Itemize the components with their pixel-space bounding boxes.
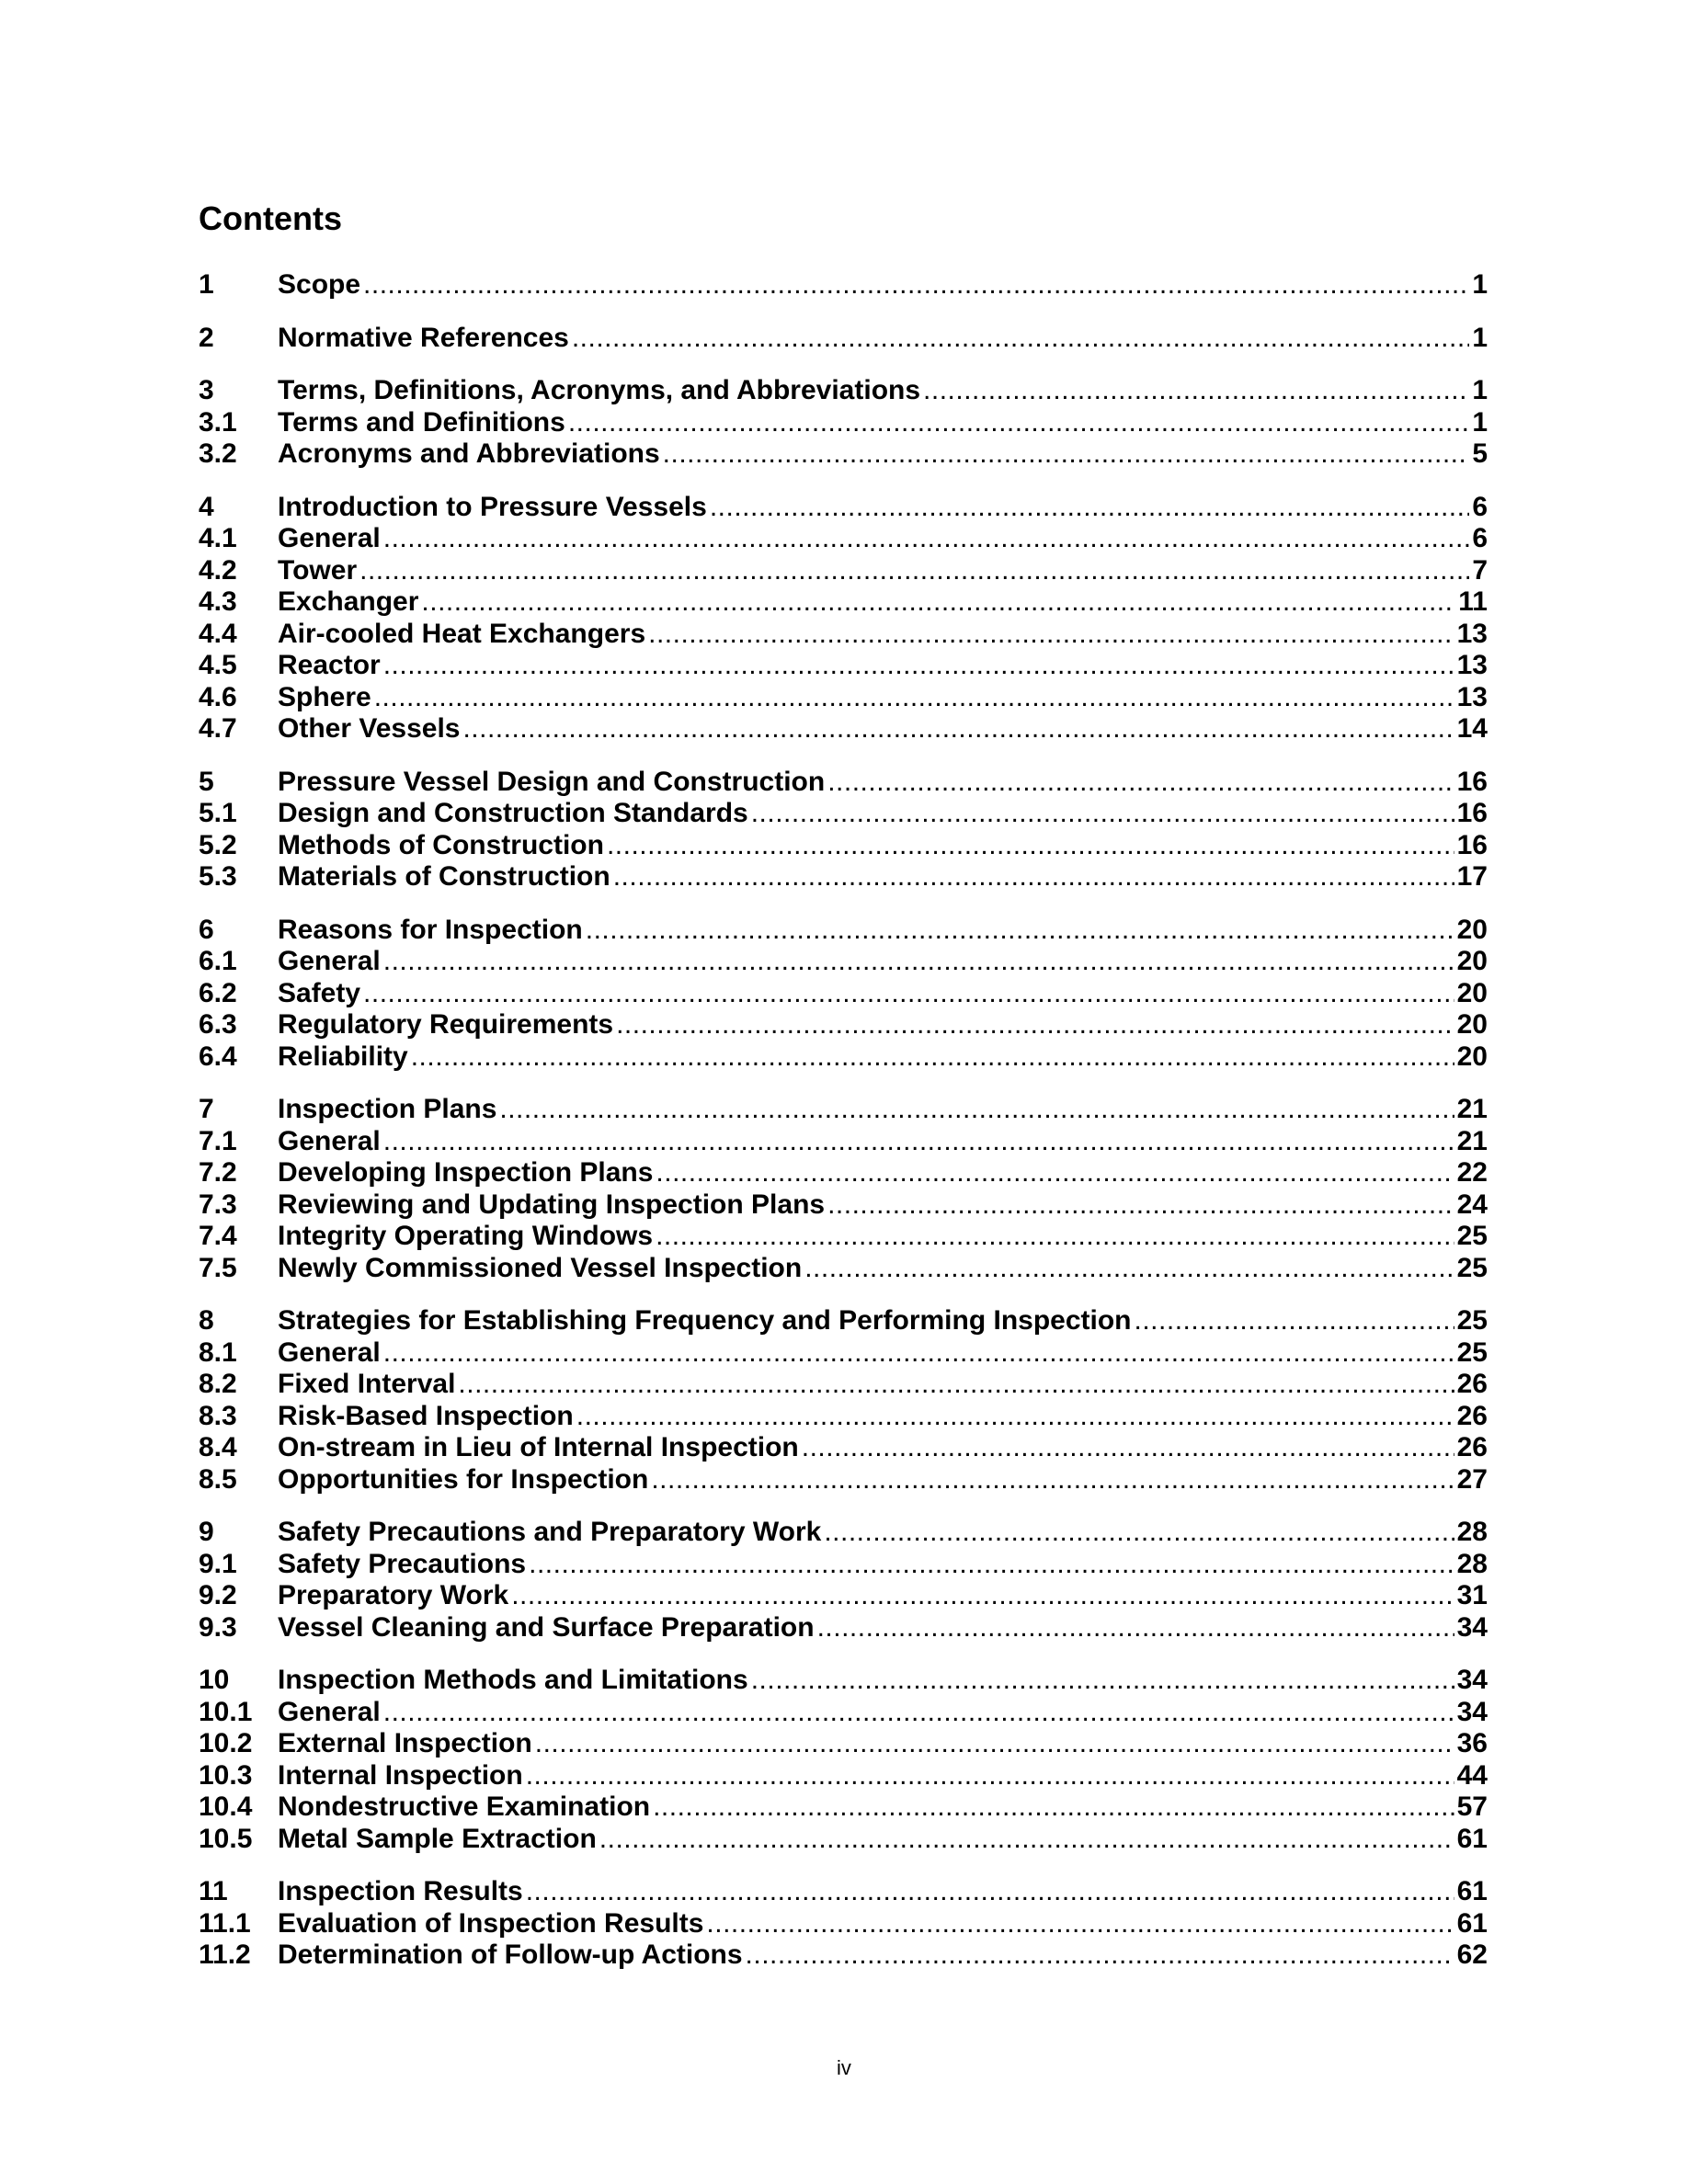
toc-entry-page: 25 xyxy=(1456,1221,1488,1251)
toc-entry-page: 17 xyxy=(1456,861,1488,892)
toc-dot-leader xyxy=(651,1464,1454,1496)
toc-entry-number: 10.4 xyxy=(199,1792,253,1822)
toc-dot-leader xyxy=(526,1760,1454,1792)
toc-entry[interactable] xyxy=(199,1041,1488,1073)
toc-entry[interactable] xyxy=(199,978,1488,1009)
toc-entry-page: 11 xyxy=(1458,586,1488,617)
toc-dot-leader xyxy=(599,1824,1454,1855)
toc-entry-number: 7.4 xyxy=(199,1221,237,1251)
toc-entry-number: 5 xyxy=(199,767,214,797)
toc-entry[interactable] xyxy=(199,1876,1488,1907)
toc-entry-label: Inspection Plans xyxy=(278,1094,497,1124)
toc-dot-leader xyxy=(663,438,1470,470)
toc-entry-label: Safety xyxy=(278,978,361,1008)
toc-dot-leader xyxy=(824,1517,1454,1548)
toc-entry-number: 7.1 xyxy=(199,1126,237,1156)
toc-entry-number: 9.1 xyxy=(199,1549,237,1579)
toc-dot-leader xyxy=(653,1792,1454,1823)
toc-entry-number: 8.2 xyxy=(199,1369,237,1399)
toc-entry-number: 10.3 xyxy=(199,1760,253,1791)
toc-entry[interactable] xyxy=(199,1908,1488,1939)
toc-dot-leader xyxy=(710,492,1469,523)
toc-entry[interactable] xyxy=(199,492,1488,523)
toc-entry-number: 6.3 xyxy=(199,1009,237,1040)
toc-entry-page: 25 xyxy=(1456,1337,1488,1368)
toc-dot-leader xyxy=(751,1665,1454,1696)
toc-entry-page: 34 xyxy=(1456,1697,1488,1727)
toc-entry[interactable] xyxy=(199,1253,1488,1284)
toc-entry-number: 11 xyxy=(199,1876,228,1906)
toc-entry-label: Fixed Interval xyxy=(278,1369,456,1399)
toc-entry-page: 20 xyxy=(1456,978,1488,1008)
toc-entry-page: 5 xyxy=(1472,438,1488,469)
toc-entry-page: 27 xyxy=(1456,1464,1488,1495)
toc-entry-label: General xyxy=(278,946,381,976)
toc-dot-leader xyxy=(656,1221,1454,1252)
toc-entry[interactable] xyxy=(199,438,1488,470)
toc-dot-leader xyxy=(746,1939,1454,1971)
toc-entry-label: Normative References xyxy=(278,323,569,353)
toc-dot-leader xyxy=(751,798,1454,829)
toc-dot-leader xyxy=(535,1728,1454,1759)
toc-entry-number: 10.2 xyxy=(199,1728,253,1758)
toc-entry[interactable] xyxy=(199,375,1488,406)
toc-entry[interactable] xyxy=(199,1517,1488,1548)
toc-entry-page: 34 xyxy=(1456,1612,1488,1643)
toc-entry-number: 8 xyxy=(199,1305,214,1336)
table-of-contents xyxy=(199,0,1488,2184)
toc-entry-page: 13 xyxy=(1456,682,1488,712)
toc-entry-label: General xyxy=(278,1697,381,1727)
toc-entry-label: Metal Sample Extraction xyxy=(278,1824,597,1854)
toc-dot-leader xyxy=(706,1908,1454,1939)
toc-entry-page: 25 xyxy=(1456,1305,1488,1336)
toc-entry[interactable] xyxy=(199,1009,1488,1041)
toc-entry-label: Terms and Definitions xyxy=(278,407,565,438)
toc-dot-leader xyxy=(511,1580,1454,1611)
toc-entry-page: 20 xyxy=(1456,1041,1488,1072)
toc-entry[interactable] xyxy=(199,323,1488,354)
toc-entry[interactable] xyxy=(199,830,1488,861)
toc-entry-label: Sphere xyxy=(278,682,371,712)
toc-entry-label: Reliability xyxy=(278,1041,408,1072)
toc-entry-number: 7.3 xyxy=(199,1189,237,1220)
toc-dot-leader xyxy=(1135,1305,1454,1337)
toc-entry[interactable] xyxy=(199,1432,1488,1463)
toc-entry-label: Design and Construction Standards xyxy=(278,798,748,828)
toc-entry-number: 1 xyxy=(199,269,214,300)
toc-entry[interactable] xyxy=(199,619,1488,650)
toc-dot-leader xyxy=(421,586,1455,618)
toc-dot-leader xyxy=(363,978,1454,1009)
toc-dot-leader xyxy=(827,767,1454,798)
toc-entry-page: 20 xyxy=(1456,1009,1488,1040)
toc-entry-number: 4 xyxy=(199,492,214,522)
toc-entry-label: Integrity Operating Windows xyxy=(278,1221,654,1251)
toc-entry-number: 8.4 xyxy=(199,1432,237,1462)
toc-entry-page: 16 xyxy=(1456,798,1488,828)
toc-entry[interactable] xyxy=(199,915,1488,946)
toc-dot-leader xyxy=(576,1401,1454,1432)
toc-entry-page: 1 xyxy=(1472,375,1488,405)
toc-entry[interactable] xyxy=(199,1665,1488,1696)
toc-entry-label: Reviewing and Updating Inspection Plans xyxy=(278,1189,826,1220)
toc-entry-page: 13 xyxy=(1456,619,1488,649)
toc-entry[interactable] xyxy=(199,586,1488,618)
toc-entry[interactable] xyxy=(199,1157,1488,1189)
toc-entry[interactable] xyxy=(199,1549,1488,1580)
toc-entry[interactable] xyxy=(199,523,1488,554)
toc-entry-number: 4.7 xyxy=(199,713,237,744)
toc-entry-number: 10 xyxy=(199,1665,230,1695)
toc-entry-label: Scope xyxy=(278,269,361,300)
toc-entry-label: Strategies for Establishing Frequency and Performing Inspection xyxy=(278,1305,1132,1336)
page-number: iv xyxy=(837,2056,851,2079)
toc-entry[interactable] xyxy=(199,555,1488,586)
toc-entry-page: 26 xyxy=(1456,1401,1488,1431)
toc-entry[interactable] xyxy=(199,1221,1488,1252)
toc-dot-leader xyxy=(802,1432,1454,1463)
toc-entry-number: 6.4 xyxy=(199,1041,237,1072)
toc-entry[interactable] xyxy=(199,798,1488,829)
toc-entry-page: 28 xyxy=(1456,1549,1488,1579)
toc-entry-page: 13 xyxy=(1456,650,1488,680)
toc-entry[interactable] xyxy=(199,946,1488,977)
toc-entry[interactable] xyxy=(199,1337,1488,1369)
toc-dot-leader xyxy=(383,523,1470,554)
toc-dot-leader xyxy=(923,375,1469,406)
toc-entry-number: 11.2 xyxy=(199,1939,251,1970)
toc-dot-leader xyxy=(411,1041,1454,1073)
toc-entry-number: 6.2 xyxy=(199,978,237,1008)
toc-entry-label: Internal Inspection xyxy=(278,1760,523,1791)
toc-entry-label: Inspection Results xyxy=(278,1876,523,1906)
toc-entry-number: 8.1 xyxy=(199,1337,237,1368)
toc-dot-leader xyxy=(607,830,1454,861)
toc-entry[interactable] xyxy=(199,861,1488,893)
toc-dot-leader xyxy=(383,1697,1454,1728)
toc-entry-page: 24 xyxy=(1456,1189,1488,1220)
toc-entry-label: Newly Commissioned Vessel Inspection xyxy=(278,1253,803,1283)
toc-entry-number: 7.5 xyxy=(199,1253,237,1283)
toc-entry-number: 9.3 xyxy=(199,1612,237,1643)
toc-entry-page: 28 xyxy=(1456,1517,1488,1547)
toc-entry-page: 57 xyxy=(1456,1792,1488,1822)
toc-dot-leader xyxy=(568,407,1469,438)
toc-entry-page: 1 xyxy=(1472,269,1488,300)
toc-entry[interactable] xyxy=(199,407,1488,438)
toc-entry[interactable] xyxy=(199,1401,1488,1432)
toc-entry[interactable] xyxy=(199,1697,1488,1728)
toc-entry-number: 9.2 xyxy=(199,1580,237,1610)
toc-entry-label: Vessel Cleaning and Surface Preparation xyxy=(278,1612,815,1643)
toc-entry-page: 6 xyxy=(1472,523,1488,553)
toc-entry-number: 8.5 xyxy=(199,1464,237,1495)
toc-entry-page: 61 xyxy=(1456,1824,1488,1854)
toc-entry-number: 4.3 xyxy=(199,586,237,617)
toc-dot-leader xyxy=(586,915,1454,946)
toc-entry-label: Nondestructive Examination xyxy=(278,1792,651,1822)
toc-entry-page: 21 xyxy=(1456,1126,1488,1156)
toc-entry-number: 3.1 xyxy=(199,407,237,438)
toc-entry-label: Reactor xyxy=(278,650,381,680)
toc-entry-label: Developing Inspection Plans xyxy=(278,1157,654,1188)
toc-entry-label: Determination of Follow-up Actions xyxy=(278,1939,743,1970)
toc-entry-number: 4.2 xyxy=(199,555,237,586)
toc-entry-label: General xyxy=(278,523,381,553)
toc-entry-number: 4.5 xyxy=(199,650,237,680)
toc-dot-leader xyxy=(383,1126,1454,1157)
toc-dot-leader xyxy=(383,946,1454,977)
toc-dot-leader xyxy=(383,1337,1454,1369)
toc-entry-label: Reasons for Inspection xyxy=(278,915,583,945)
toc-entry-number: 4.4 xyxy=(199,619,237,649)
toc-entry-label: Evaluation of Inspection Results xyxy=(278,1908,704,1939)
toc-entry-label: External Inspection xyxy=(278,1728,532,1758)
toc-dot-leader xyxy=(383,650,1454,681)
toc-entry-label: General xyxy=(278,1126,381,1156)
toc-entry[interactable] xyxy=(199,1728,1488,1759)
toc-entry[interactable] xyxy=(199,1760,1488,1792)
toc-entry[interactable] xyxy=(199,767,1488,798)
toc-entry-number: 3 xyxy=(199,375,214,405)
toc-entry-label: Materials of Construction xyxy=(278,861,610,892)
toc-entry-number: 4.6 xyxy=(199,682,237,712)
toc-entry-number: 5.1 xyxy=(199,798,237,828)
toc-entry-label: Risk-Based Inspection xyxy=(278,1401,574,1431)
toc-entry-page: 62 xyxy=(1456,1939,1488,1970)
toc-entry[interactable] xyxy=(199,269,1488,301)
toc-entry-number: 5.3 xyxy=(199,861,237,892)
toc-entry-number: 3.2 xyxy=(199,438,237,469)
toc-entry-label: Tower xyxy=(278,555,358,586)
toc-entry-number: 10.5 xyxy=(199,1824,253,1854)
toc-entry-page: 1 xyxy=(1472,323,1488,353)
toc-entry-number: 6 xyxy=(199,915,214,945)
toc-entry-label: Pressure Vessel Design and Construction xyxy=(278,767,826,797)
toc-entry[interactable] xyxy=(199,1580,1488,1611)
toc-entry-page: 21 xyxy=(1456,1094,1488,1124)
toc-entry[interactable] xyxy=(199,1464,1488,1496)
toc-entry-label: Opportunities for Inspection xyxy=(278,1464,649,1495)
toc-entry-label: Air-cooled Heat Exchangers xyxy=(278,619,646,649)
toc-dot-leader xyxy=(572,323,1469,354)
toc-dot-leader xyxy=(827,1189,1454,1221)
toc-entry-label: Other Vessels xyxy=(278,713,461,744)
toc-entry-page: 26 xyxy=(1456,1432,1488,1462)
toc-dot-leader xyxy=(529,1549,1454,1580)
toc-entry-number: 8.3 xyxy=(199,1401,237,1431)
toc-entry-page: 26 xyxy=(1456,1369,1488,1399)
toc-entry-page: 61 xyxy=(1456,1908,1488,1939)
toc-entry-number: 9 xyxy=(199,1517,214,1547)
toc-entry-label: Terms, Definitions, Acronyms, and Abbreviations xyxy=(278,375,921,405)
toc-entry[interactable] xyxy=(199,1824,1488,1855)
toc-entry-label: Methods of Construction xyxy=(278,830,604,860)
toc-entry-number: 2 xyxy=(199,323,214,353)
toc-dot-leader xyxy=(458,1369,1454,1400)
toc-entry-page: 31 xyxy=(1456,1580,1488,1610)
toc-entry[interactable] xyxy=(199,650,1488,681)
toc-entry-page: 14 xyxy=(1456,713,1488,744)
toc-entry-page: 22 xyxy=(1456,1157,1488,1188)
toc-entry-page: 16 xyxy=(1456,830,1488,860)
toc-entry-page: 25 xyxy=(1456,1253,1488,1283)
toc-entry[interactable] xyxy=(199,1126,1488,1157)
toc-dot-leader xyxy=(817,1612,1454,1644)
toc-entry-number: 10.1 xyxy=(199,1697,253,1727)
page-title: Contents xyxy=(199,199,342,237)
toc-entry-number: 5.2 xyxy=(199,830,237,860)
toc-entry-number: 7 xyxy=(199,1094,214,1124)
toc-dot-leader xyxy=(374,682,1454,713)
toc-entry-page: 20 xyxy=(1456,915,1488,945)
toc-dot-leader xyxy=(526,1876,1454,1907)
toc-entry-label: On-stream in Lieu of Internal Inspection xyxy=(278,1432,799,1462)
toc-entry-page: 6 xyxy=(1472,492,1488,522)
toc-dot-leader xyxy=(359,555,1469,586)
toc-entry[interactable] xyxy=(199,1939,1488,1971)
toc-dot-leader xyxy=(648,619,1454,650)
toc-entry-label: Safety Precautions and Preparatory Work xyxy=(278,1517,822,1547)
toc-dot-leader xyxy=(804,1253,1454,1284)
toc-entry-label: Exchanger xyxy=(278,586,419,617)
toc-entry-label: Acronyms and Abbreviations xyxy=(278,438,660,469)
toc-entry[interactable] xyxy=(199,1189,1488,1221)
toc-dot-leader xyxy=(499,1094,1454,1125)
toc-dot-leader xyxy=(613,861,1454,893)
toc-entry[interactable] xyxy=(199,713,1488,745)
toc-entry-label: Introduction to Pressure Vessels xyxy=(278,492,707,522)
toc-entry[interactable] xyxy=(199,1792,1488,1823)
toc-entry-page: 34 xyxy=(1456,1665,1488,1695)
toc-entry-number: 6.1 xyxy=(199,946,237,976)
toc-entry-number: 7.2 xyxy=(199,1157,237,1188)
toc-entry-page: 36 xyxy=(1456,1728,1488,1758)
toc-entry-label: General xyxy=(278,1337,381,1368)
toc-dot-leader xyxy=(616,1009,1454,1041)
toc-dot-leader xyxy=(363,269,1469,301)
toc-entry[interactable] xyxy=(199,1305,1488,1337)
toc-dot-leader xyxy=(656,1157,1454,1189)
toc-entry-label: Safety Precautions xyxy=(278,1549,527,1579)
toc-entry-label: Preparatory Work xyxy=(278,1580,509,1610)
toc-entry-page: 1 xyxy=(1472,407,1488,438)
toc-entry-page: 7 xyxy=(1472,555,1488,586)
toc-entry[interactable] xyxy=(199,682,1488,713)
toc-entry-page: 20 xyxy=(1456,946,1488,976)
toc-entry-label: Inspection Methods and Limitations xyxy=(278,1665,748,1695)
toc-entry-number: 4.1 xyxy=(199,523,237,553)
toc-entry[interactable] xyxy=(199,1369,1488,1400)
toc-entry[interactable] xyxy=(199,1612,1488,1644)
toc-entry-page: 16 xyxy=(1456,767,1488,797)
toc-entry-page: 44 xyxy=(1456,1760,1488,1791)
toc-entry-label: Regulatory Requirements xyxy=(278,1009,614,1040)
toc-entry-number: 11.1 xyxy=(199,1908,251,1939)
toc-entry[interactable] xyxy=(199,1094,1488,1125)
toc-dot-leader xyxy=(462,713,1454,745)
toc-entry-page: 61 xyxy=(1456,1876,1488,1906)
